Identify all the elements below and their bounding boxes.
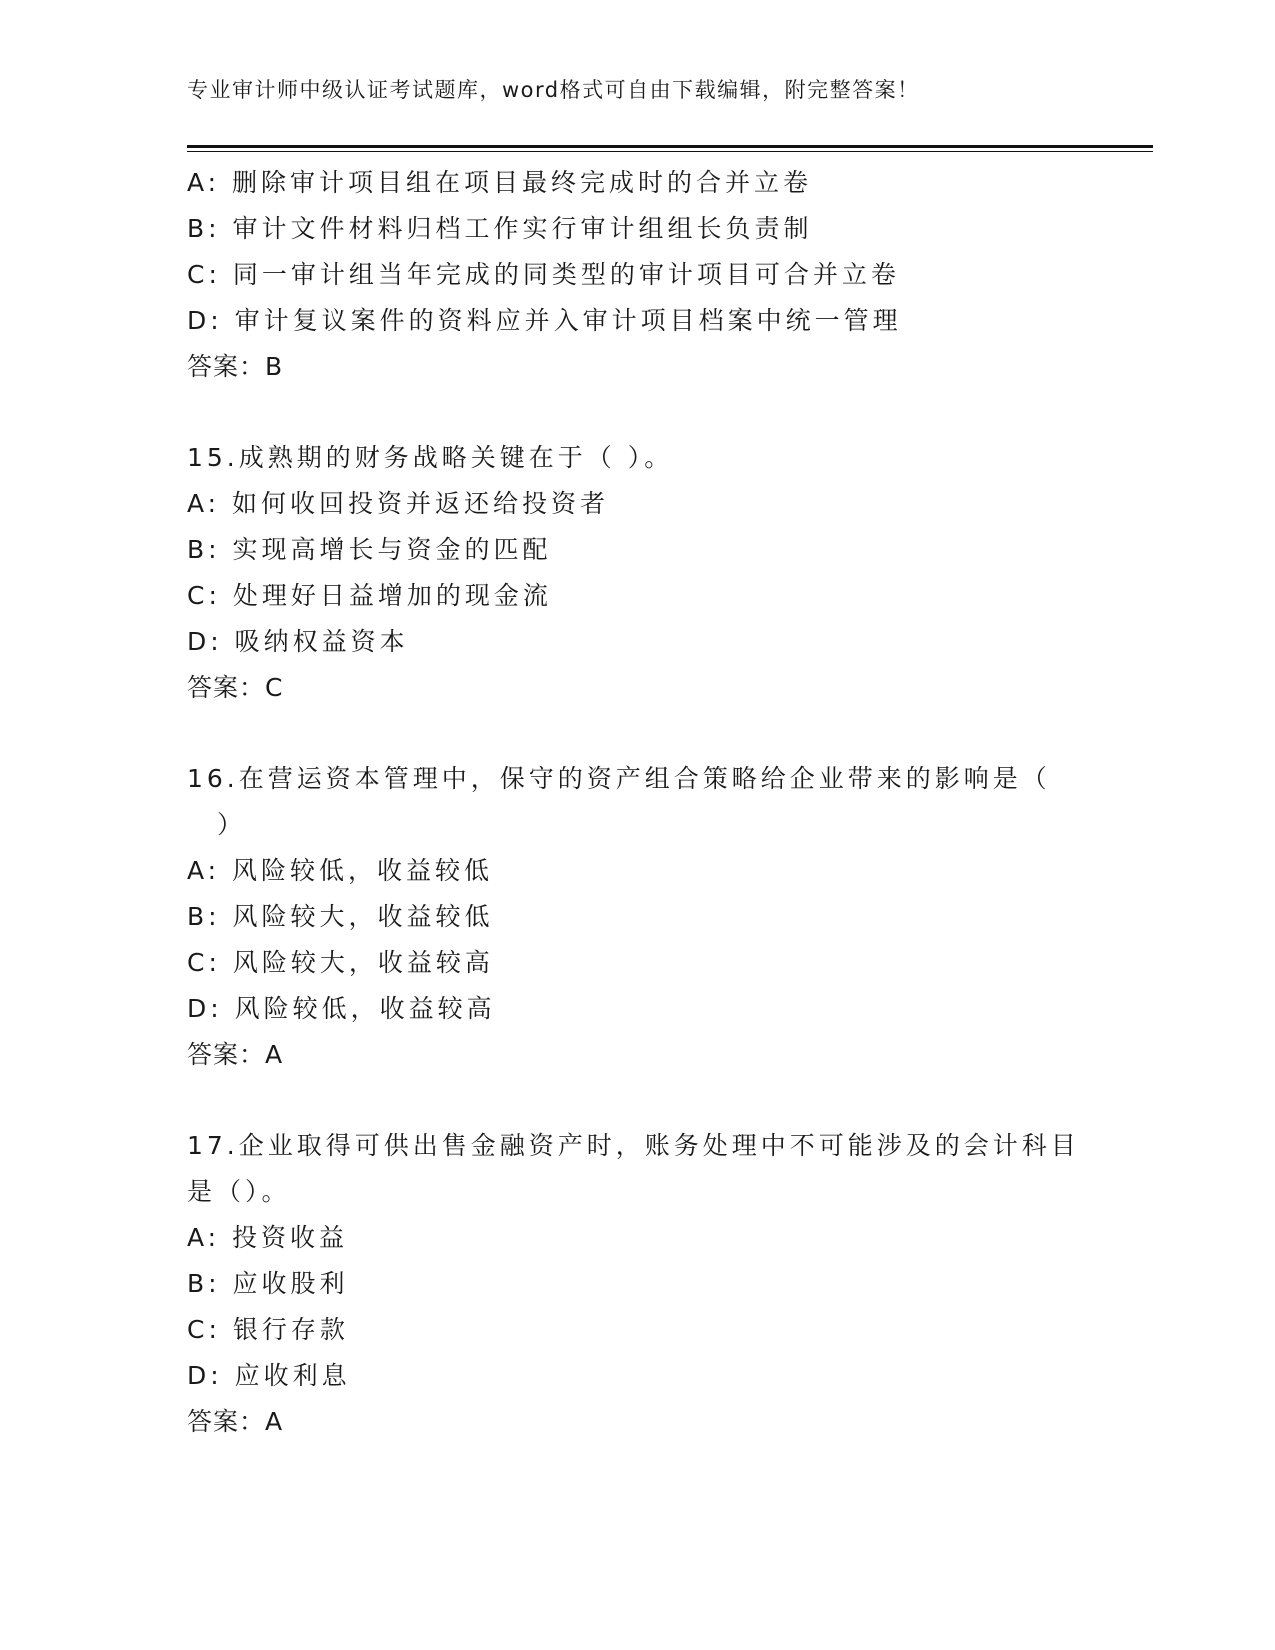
option-a: A: 删除审计项目组在项目最终完成时的合并立卷 (187, 168, 813, 197)
option-b: B: 审计文件材料归档工作实行审计组组长负责制 (187, 214, 813, 243)
question-text: 17.企业取得可供出售金融资产时，账务处理中不可能涉及的会计科目 (187, 1131, 1080, 1160)
option-d: D: 应收利息 (187, 1361, 351, 1390)
option-c: C: 同一审计组当年完成的同类型的审计项目可合并立卷 (187, 260, 900, 289)
question-text: 16.在营运资本管理中，保守的资产组合策略给企业带来的影响是（ (187, 764, 1051, 793)
header-rule-thick (187, 145, 1153, 148)
page-header: 专业审计师中级认证考试题库，word格式可自由下载编辑，附完整答案！ (187, 78, 920, 102)
answer: 答案：C (187, 673, 284, 702)
question-content (187, 160, 1087, 1445)
question-16-block (187, 756, 1087, 1078)
option-b: B: 应收股利 (187, 1269, 349, 1298)
option-a: A: 风险较低，收益较低 (187, 856, 494, 885)
answer: 答案：A (187, 1407, 284, 1436)
option-a: A: 投资收益 (187, 1223, 349, 1252)
option-c: C: 银行存款 (187, 1315, 349, 1344)
option-d: D: 吸纳权益资本 (187, 627, 409, 656)
answer: 答案：A (187, 1040, 284, 1069)
option-b: B: 风险较大，收益较低 (187, 902, 494, 931)
option-c: C: 处理好日益增加的现金流 (187, 581, 552, 610)
question-text-continued: ） (217, 810, 247, 839)
option-c: C: 风险较大，收益较高 (187, 948, 494, 977)
question-text: 15.成熟期的财务战略关键在于（ ）。 (187, 443, 674, 472)
option-b: B: 实现高增长与资金的匹配 (187, 535, 552, 564)
question-15-block (187, 435, 1087, 711)
question-17-block (187, 1123, 1087, 1445)
question-14-block (187, 160, 1087, 390)
header-rule-thin (187, 151, 1153, 152)
option-a: A: 如何收回投资并返还给投资者 (187, 489, 610, 518)
option-d: D: 风险较低，收益较高 (187, 994, 496, 1023)
question-text-continued: 是（）。 (187, 1177, 291, 1206)
answer: 答案：B (187, 352, 284, 381)
option-d: D: 审计复议案件的资料应并入审计项目档案中统一管理 (187, 306, 902, 335)
